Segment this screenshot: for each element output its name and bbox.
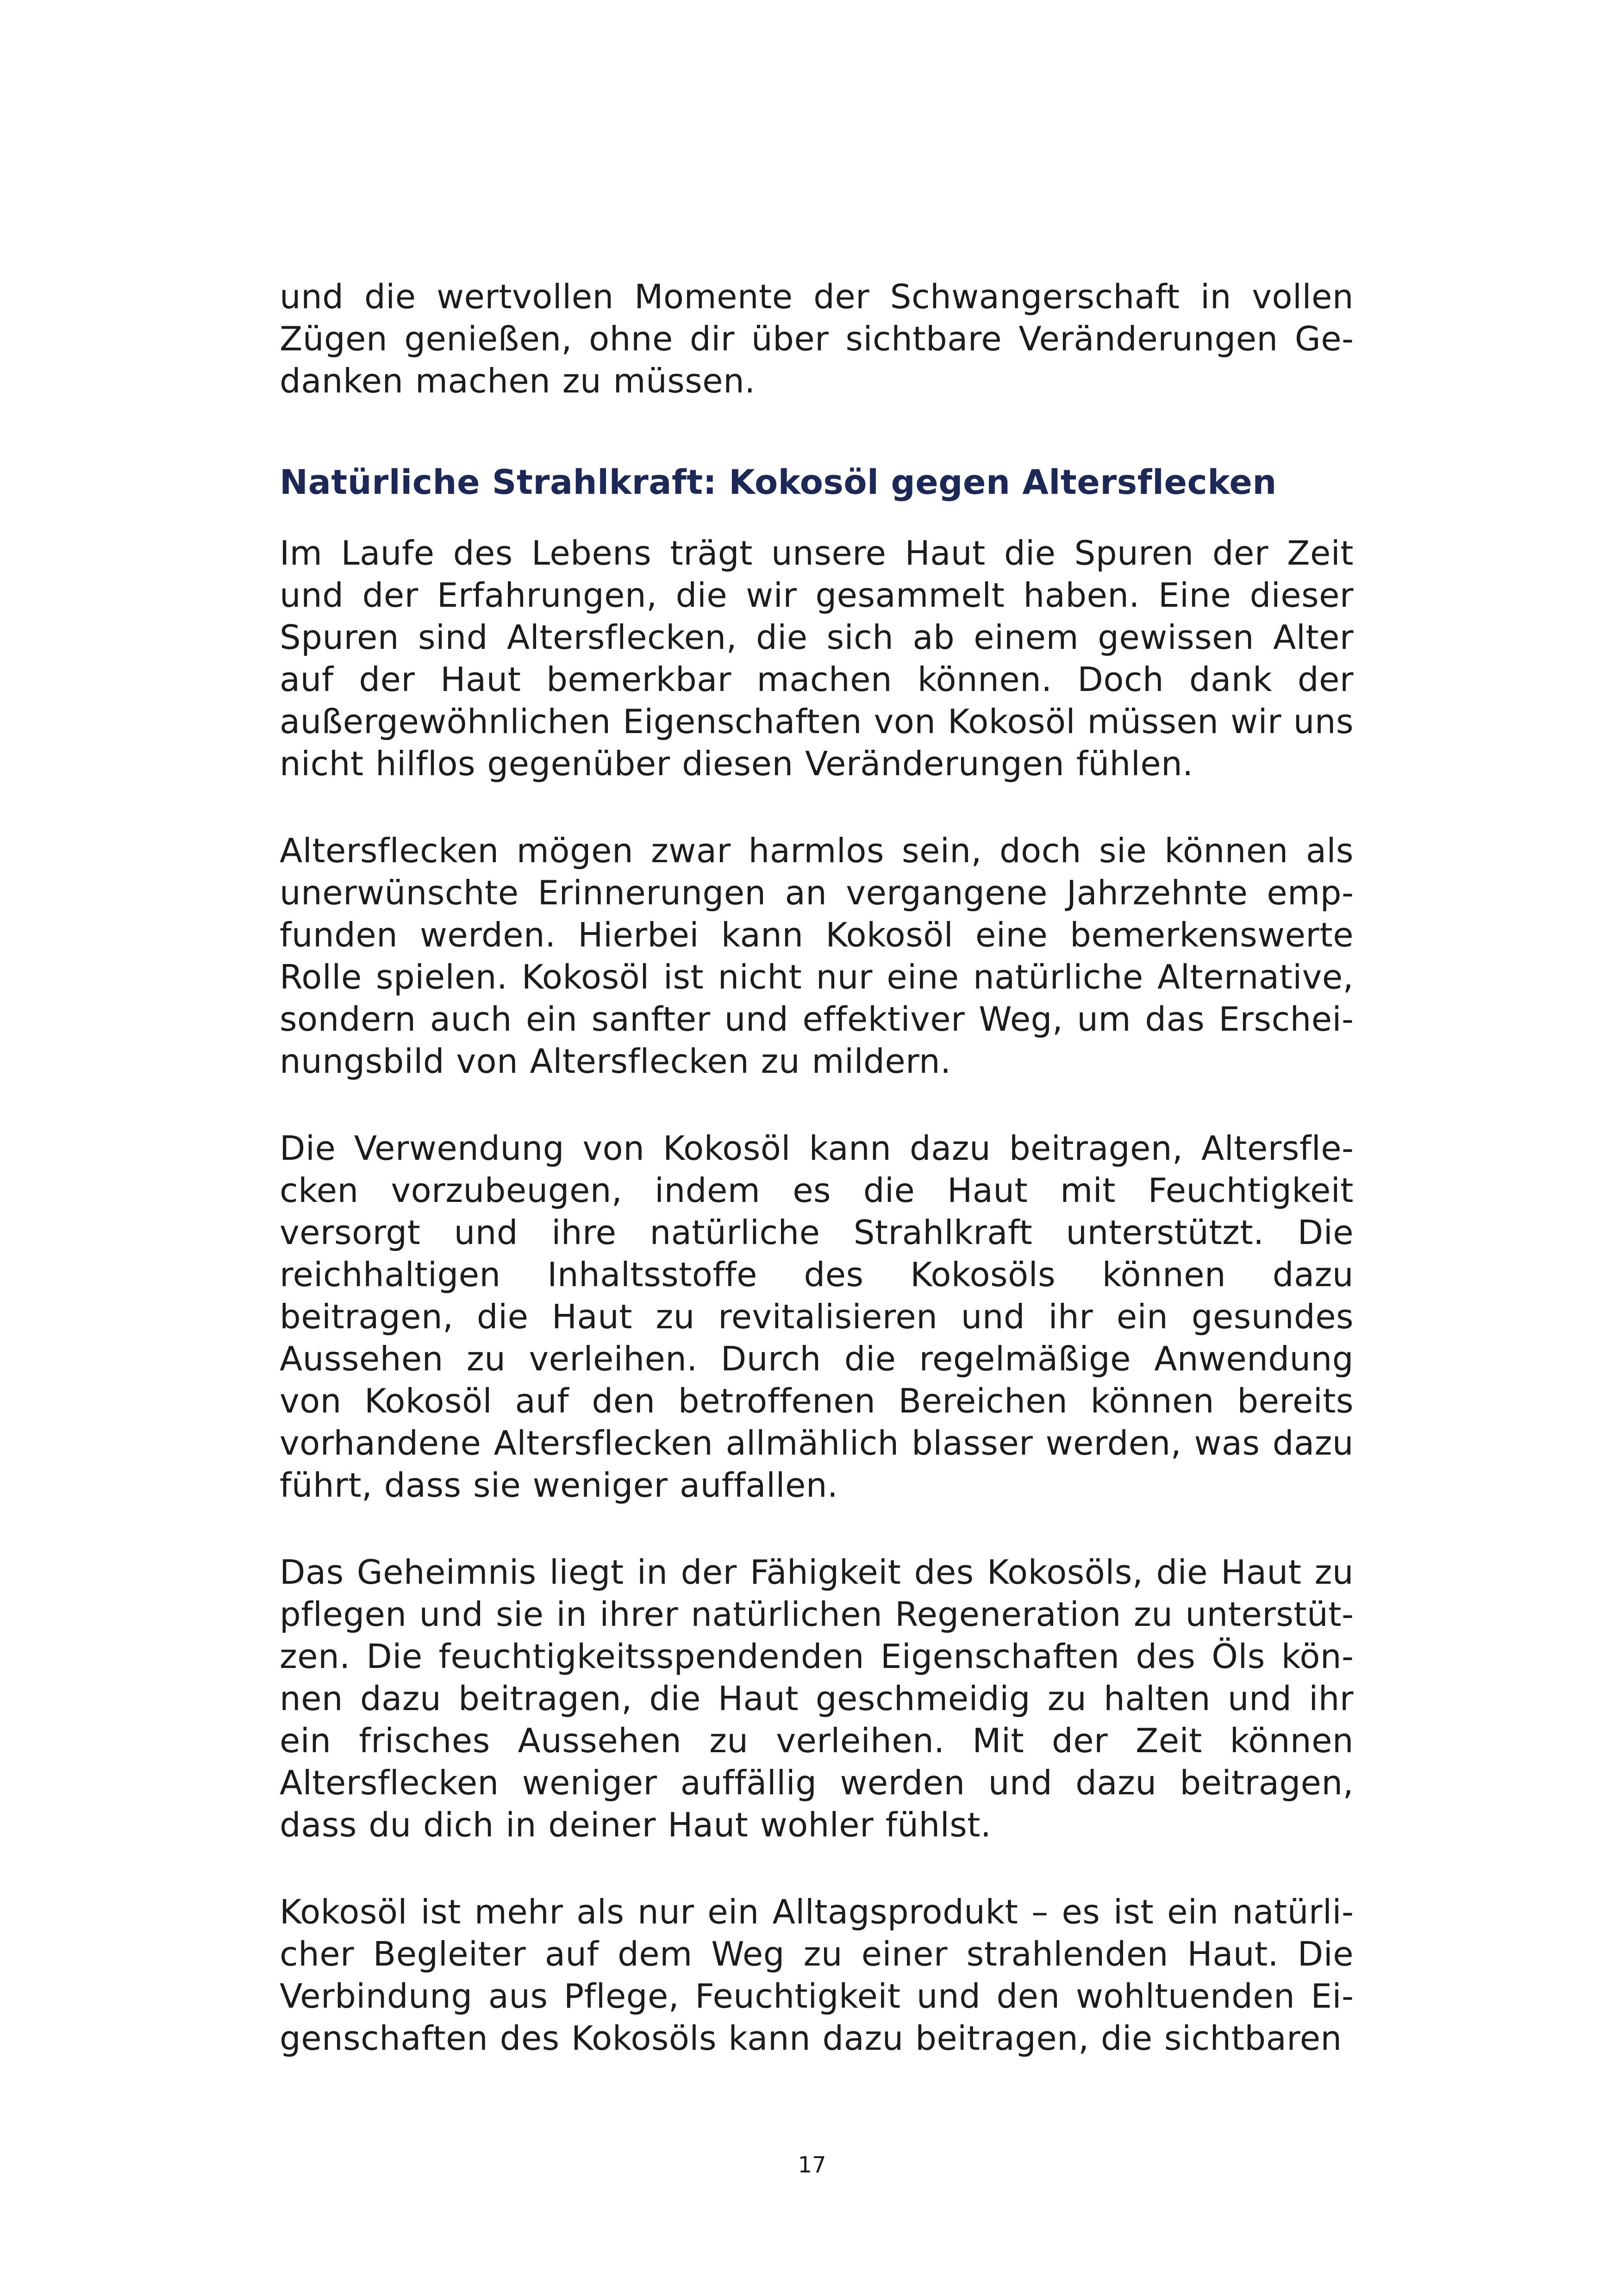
section-heading: Natürliche Strahlkraft: Kokosöl gegen Altersflecken (280, 463, 1277, 502)
paragraph-continued: und die wertvollen Momente der Schwangerschaft in vollen Zügen genießen, ohne dir über sichtbare Veränderungen Gedanken machen zu müssen. (280, 277, 1354, 400)
paragraph: Die Verwendung von Kokosöl kann dazu beitragen, Altersflecken vorzubeugen, indem es die Haut mit Feuchtigkeit versorgt und ihre natürliche Strahlkraft unterstützt. Die reichhaltigen Inhaltsstoffe des Kokosöls können dazu beitragen, die Haut zu revitalisieren und ihr ein gesundes Aussehen zu verleihen. Durch die regelmäßige Anwendung von Kokosöl auf den betroffenen Bereichen können bereits vorhandene Altersflecken allmählich blasser werden, was dazu führt, dass sie weniger auffallen. (280, 1129, 1354, 1505)
page-content (280, 276, 1354, 2104)
paragraph: Im Laufe des Lebens trägt unsere Haut die Spuren der Zeit und der Erfahrungen, die wir gesammelt haben. Eine dieser Spuren sind Altersflecken, die sich ab einem gewissen Alter auf der Haut bemerkbar machen können. Doch dank der außergewöhnlichen Eigenschaften von Kokosöl müssen wir uns nicht hilflos gegenüber diesen Veränderungen fühlen. (280, 534, 1354, 783)
page-number: 17 (798, 2152, 826, 2178)
paragraph-last: Kokosöl ist mehr als nur ein Alltagsprodukt – es ist ein natürlicher Begleiter auf dem Weg zu einer strahlenden Haut. Die Verbindung aus Pflege, Feuchtigkeit und den wohltuenden Eigenschaften des Kokosöls kann dazu beitragen, die sichtbaren (280, 1892, 1354, 2058)
paragraph: Das Geheimnis liegt in der Fähigkeit des Kokosöls, die Haut zu pflegen und sie in ihrer natürlichen Regeneration zu unterstützen. Die feuchtigkeitsspendenden Eigenschaften des Öls können dazu beitragen, die Haut geschmeidig zu halten und ihr ein frisches Aussehen zu verleihen. Mit der Zeit können Altersflecken weniger auffällig werden und dazu beitragen, dass du dich in deiner Haut wohler fühlst. (280, 1553, 1354, 1844)
paragraph: Altersflecken mögen zwar harmlos sein, doch sie können als unerwünschte Erinnerungen an vergangene Jahrzehnte empfunden werden. Hierbei kann Kokosöl eine bemerkenswerte Rolle spielen. Kokosöl ist nicht nur eine natürliche Alternative, sondern auch ein sanfter und effektiver Weg, um das Erscheinungsbild von Altersflecken zu mildern. (280, 831, 1354, 1081)
